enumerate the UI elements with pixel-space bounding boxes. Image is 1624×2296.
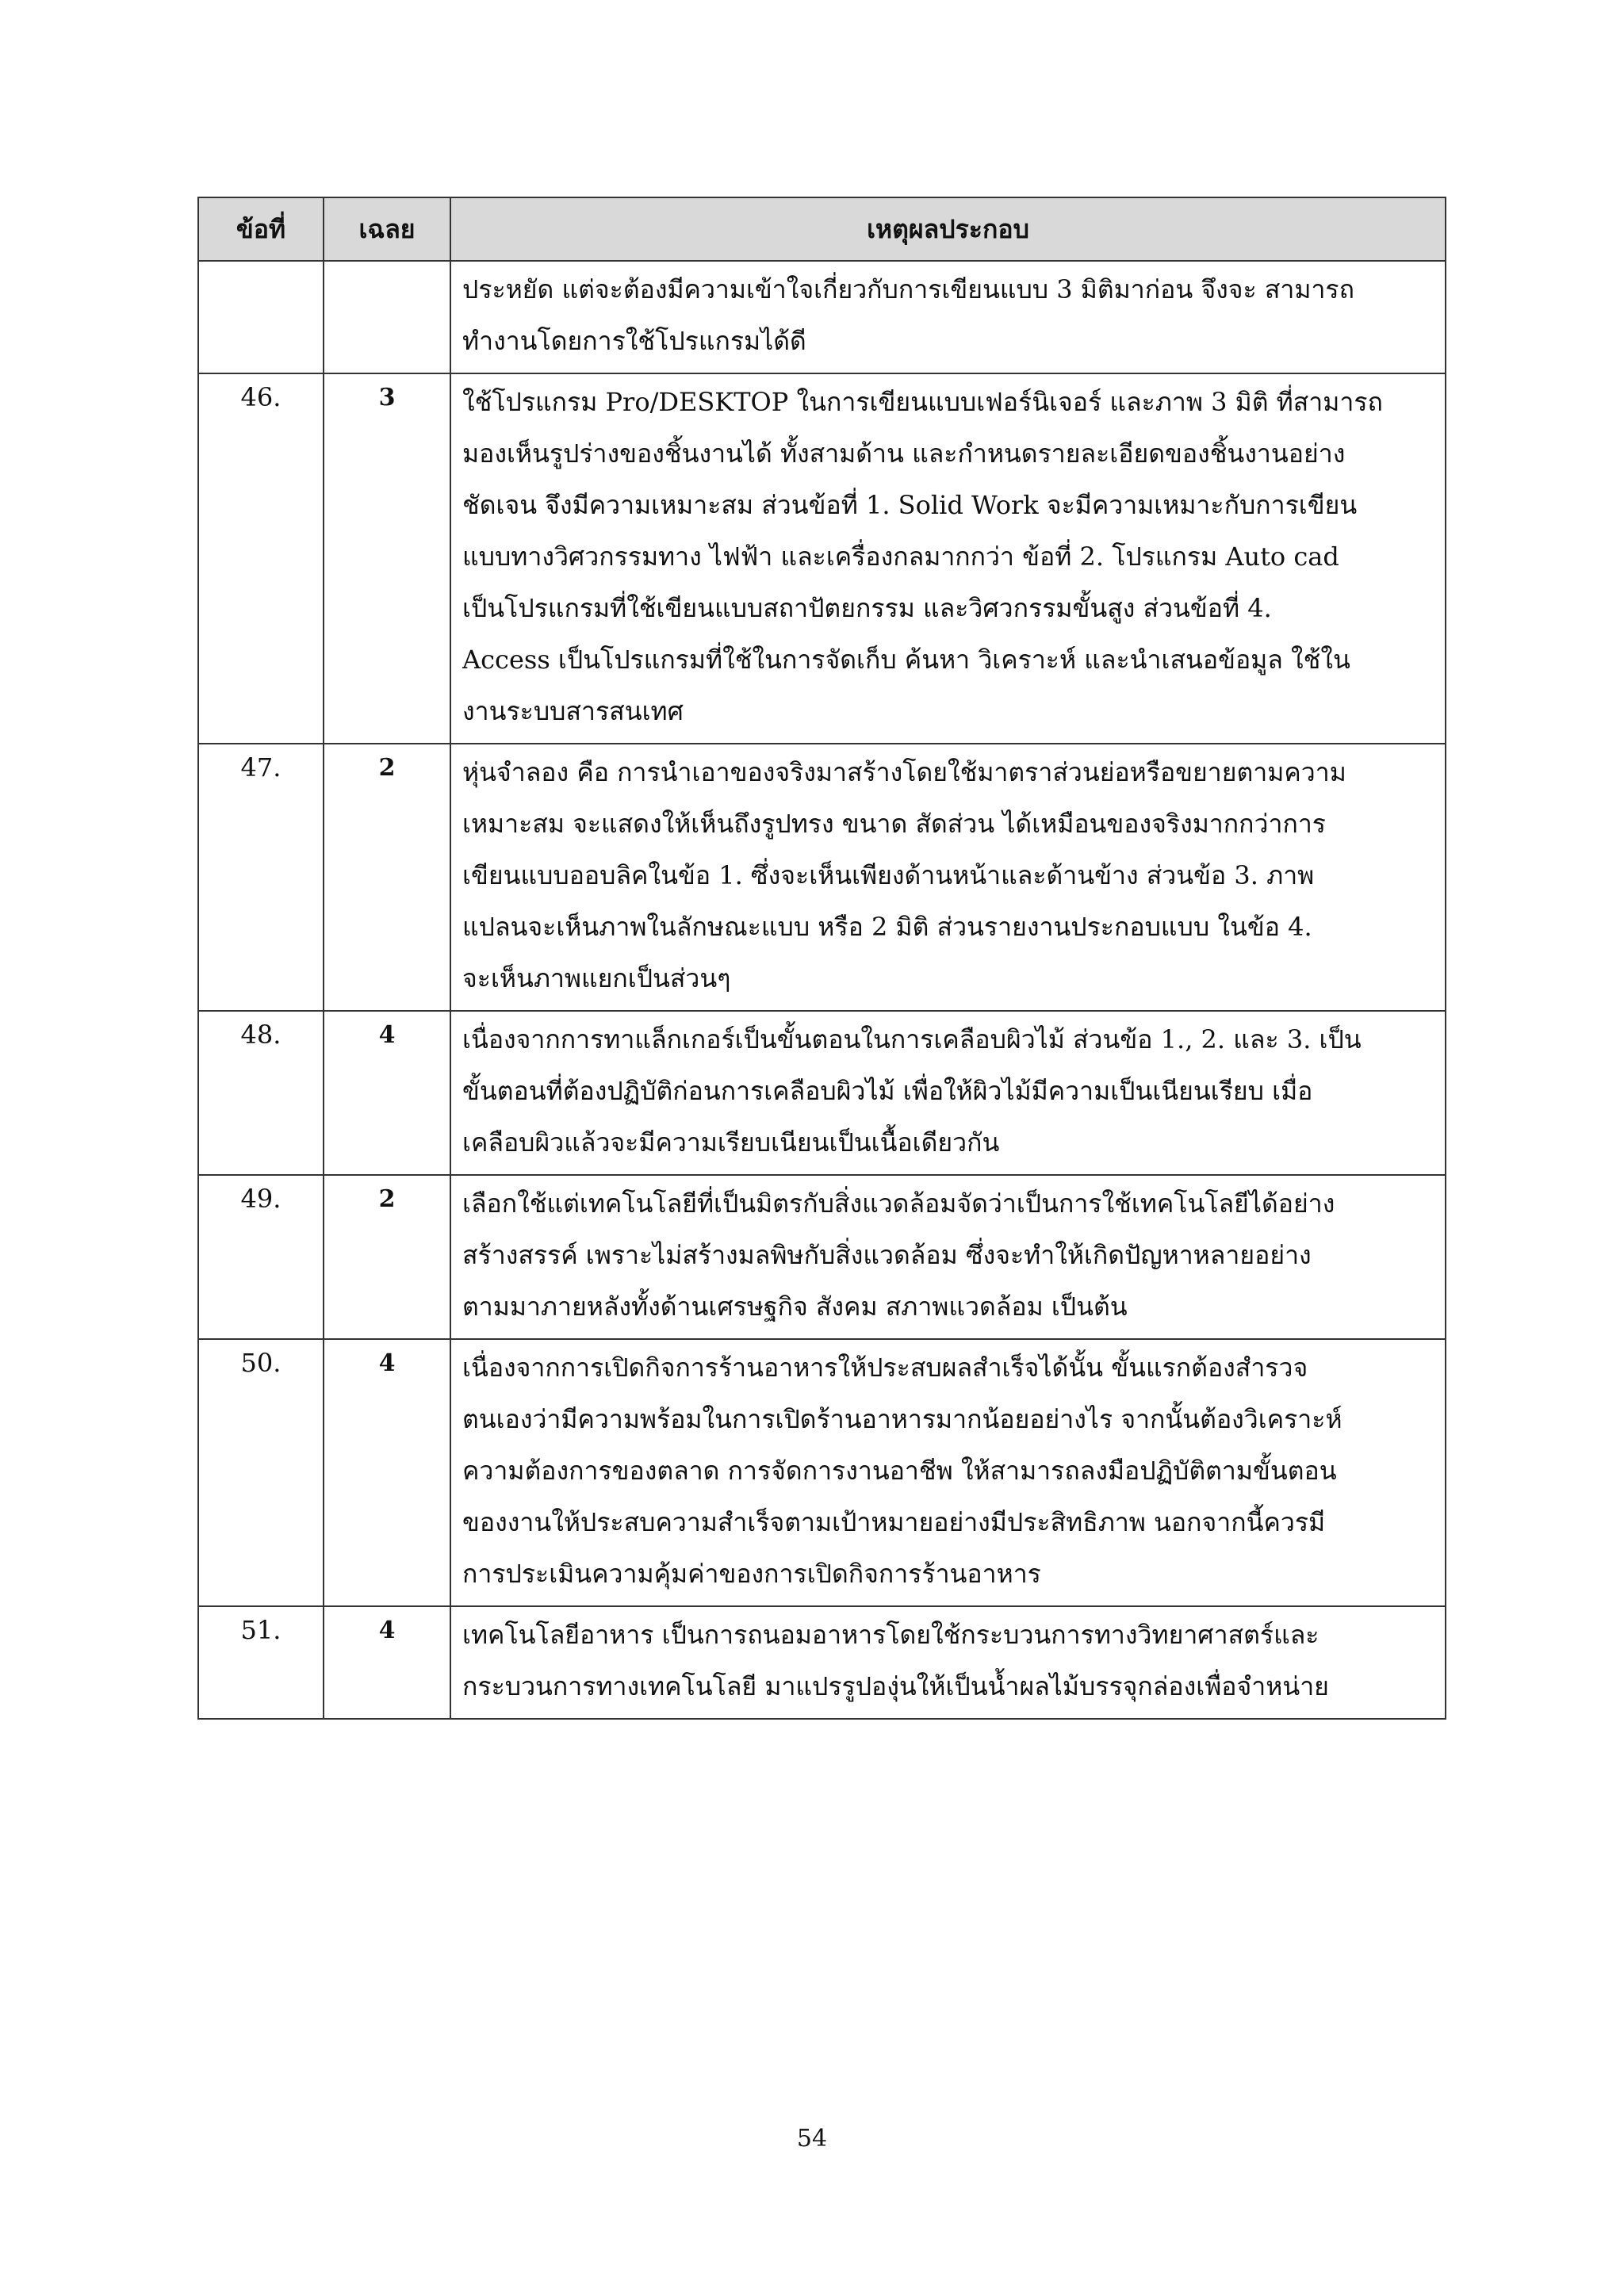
question-number: 46. xyxy=(198,373,324,744)
reason-line: แบบทางวิศวกรรมทาง ไฟฟ้า และเครื่องกลมากกว่า ข้อที่ 2. โปรแกรม Auto cad xyxy=(462,541,1339,572)
header-question-number: ข้อที่ xyxy=(198,197,324,261)
question-number xyxy=(198,261,324,373)
reason-line: ประหยัด แต่จะต้องมีความเข้าใจเกี่ยวกับการเขียนแบบ 3 มิติมาก่อน จึงจะ สามารถ xyxy=(462,274,1354,304)
reason-line: ความต้องการของตลาด การจัดการงานอาชีพ ให้สามารถลงมือปฏิบัติตามขั้นตอน xyxy=(462,1456,1337,1486)
header-row xyxy=(198,197,1446,261)
reason-line: สร้างสรรค์ เพราะไม่สร้างมลพิษกับสิ่งแวดล้อม ซึ่งจะทำให้เกิดปัญหาหลายอย่าง xyxy=(462,1240,1312,1270)
reason-line: เหมาะสม จะแสดงให้เห็นถึงรูปทรง ขนาด สัดส่วน ได้เหมือนของจริงมากกว่าการ xyxy=(462,809,1326,839)
reason-line: ขั้นตอนที่ต้องปฏิบัติก่อนการเคลือบผิวไม้ เพื่อให้ผิวไม้มีความเป็นเนียนเรียบ เมื่อ xyxy=(462,1076,1313,1106)
question-number: 49. xyxy=(198,1175,324,1339)
table-row xyxy=(198,373,1446,744)
question-number: 47. xyxy=(198,744,324,1011)
reason-line: Access เป็นโปรแกรมที่ใช้ในการจัดเก็บ ค้นหา วิเคราะห์ และนำเสนอข้อมูล ใช้ใน xyxy=(462,645,1350,675)
page-number: 54 xyxy=(796,2125,828,2152)
reason-line: การประเมินความคุ้มค่าของการเปิดกิจการร้านอาหาร xyxy=(462,1559,1041,1589)
reason-text xyxy=(450,1175,1446,1339)
reason-line: มองเห็นรูปร่างของชิ้นงานได้ ทั้งสามด้าน และกำหนดรายละเอียดของชิ้นงานอย่าง xyxy=(462,438,1346,469)
reason-line: งานระบบสารสนเทศ xyxy=(462,696,684,726)
table-header xyxy=(198,197,1446,261)
header-answer: เฉลย xyxy=(324,197,450,261)
reason-line: เป็นโปรแกรมที่ใช้เขียนแบบสถาปัตยกรรม และวิศวกรรมขั้นสูง ส่วนข้อที่ 4. xyxy=(462,593,1272,623)
reason-text xyxy=(450,373,1446,744)
table-row xyxy=(198,261,1446,373)
answer-value: 2 xyxy=(324,1175,450,1339)
reason-line: ชัดเจน จึงมีความเหมาะสม ส่วนข้อที่ 1. Solid Work จะมีความเหมาะกับการเขียน xyxy=(462,490,1358,520)
question-number: 48. xyxy=(198,1011,324,1175)
reason-text xyxy=(450,1011,1446,1175)
reason-line: กระบวนการทางเทคโนโลยี มาแปรรูปองุ่นให้เป็นน้ำผลไม้บรรจุกล่องเพื่อจำหน่าย xyxy=(462,1671,1329,1701)
answer-value: 4 xyxy=(324,1011,450,1175)
answer-value xyxy=(324,261,450,373)
reason-line: ของงานให้ประสบความสำเร็จตามเป้าหมายอย่างมีประสิทธิภาพ นอกจากนี้ควรมี xyxy=(462,1507,1326,1537)
reason-text xyxy=(450,261,1446,373)
answer-value: 4 xyxy=(324,1339,450,1606)
table-body xyxy=(198,261,1446,1719)
reason-line: หุ่นจำลอง คือ การนำเอาของจริงมาสร้างโดยใช้มาตราส่วนย่อหรือขยายตามความ xyxy=(462,757,1346,787)
table-row xyxy=(198,1011,1446,1175)
reason-line: ใช้โปรแกรม Pro/DESKTOP ในการเขียนแบบเฟอร์นิเจอร์ และภาพ 3 มิติ ที่สามารถ xyxy=(462,387,1383,417)
reason-line: เทคโนโลยีอาหาร เป็นการถนอมอาหารโดยใช้กระบวนการทางวิทยาศาสตร์และ xyxy=(462,1620,1320,1650)
reason-line: จะเห็นภาพแยกเป็นส่วนๆ xyxy=(462,963,731,993)
answer-key-table xyxy=(197,197,1446,1720)
reason-line: เคลือบผิวแล้วจะมีความเรียบเนียนเป็นเนื้อเดียวกัน xyxy=(462,1127,1000,1158)
question-number: 50. xyxy=(198,1339,324,1606)
reason-text xyxy=(450,1606,1446,1719)
table-row xyxy=(198,1339,1446,1606)
reason-line: ทำงานโดยการใช้โปรแกรมได้ดี xyxy=(462,326,806,356)
table-row xyxy=(198,1606,1446,1719)
answer-value: 4 xyxy=(324,1606,450,1719)
reason-line: ตนเองว่ามีความพร้อมในการเปิดร้านอาหารมากน้อยอย่างไร จากนั้นต้องวิเคราะห์ xyxy=(462,1404,1342,1434)
question-number: 51. xyxy=(198,1606,324,1719)
header-reason: เหตุผลประกอบ xyxy=(450,197,1446,261)
table-row xyxy=(198,1175,1446,1339)
answer-value: 2 xyxy=(324,744,450,1011)
reason-text xyxy=(450,1339,1446,1606)
answer-value: 3 xyxy=(324,373,450,744)
reason-line: เขียนแบบออบลิคในข้อ 1. ซึ่งจะเห็นเพียงด้านหน้าและด้านข้าง ส่วนข้อ 3. ภาพ xyxy=(462,860,1315,890)
reason-line: เนื่องจากการทาแล็กเกอร์เป็นขั้นตอนในการเคลือบผิวไม้ ส่วนข้อ 1., 2. และ 3. เป็น xyxy=(462,1024,1362,1054)
table-row xyxy=(198,744,1446,1011)
reason-line: เลือกใช้แต่เทคโนโลยีที่เป็นมิตรกับสิ่งแวดล้อมจัดว่าเป็นการใช้เทคโนโลยีได้อย่าง xyxy=(462,1188,1335,1219)
reason-text xyxy=(450,744,1446,1011)
reason-line: เนื่องจากการเปิดกิจการร้านอาหารให้ประสบผลสำเร็จได้นั้น ขั้นแรกต้องสำรวจ xyxy=(462,1353,1308,1383)
reason-line: ตามมาภายหลังทั้งด้านเศรษฐกิจ สังคม สภาพแวดล้อม เป็นต้น xyxy=(462,1292,1128,1322)
reason-line: แปลนจะเห็นภาพในลักษณะแบบ หรือ 2 มิติ ส่วนรายงานประกอบแบบ ในข้อ 4. xyxy=(462,912,1312,942)
